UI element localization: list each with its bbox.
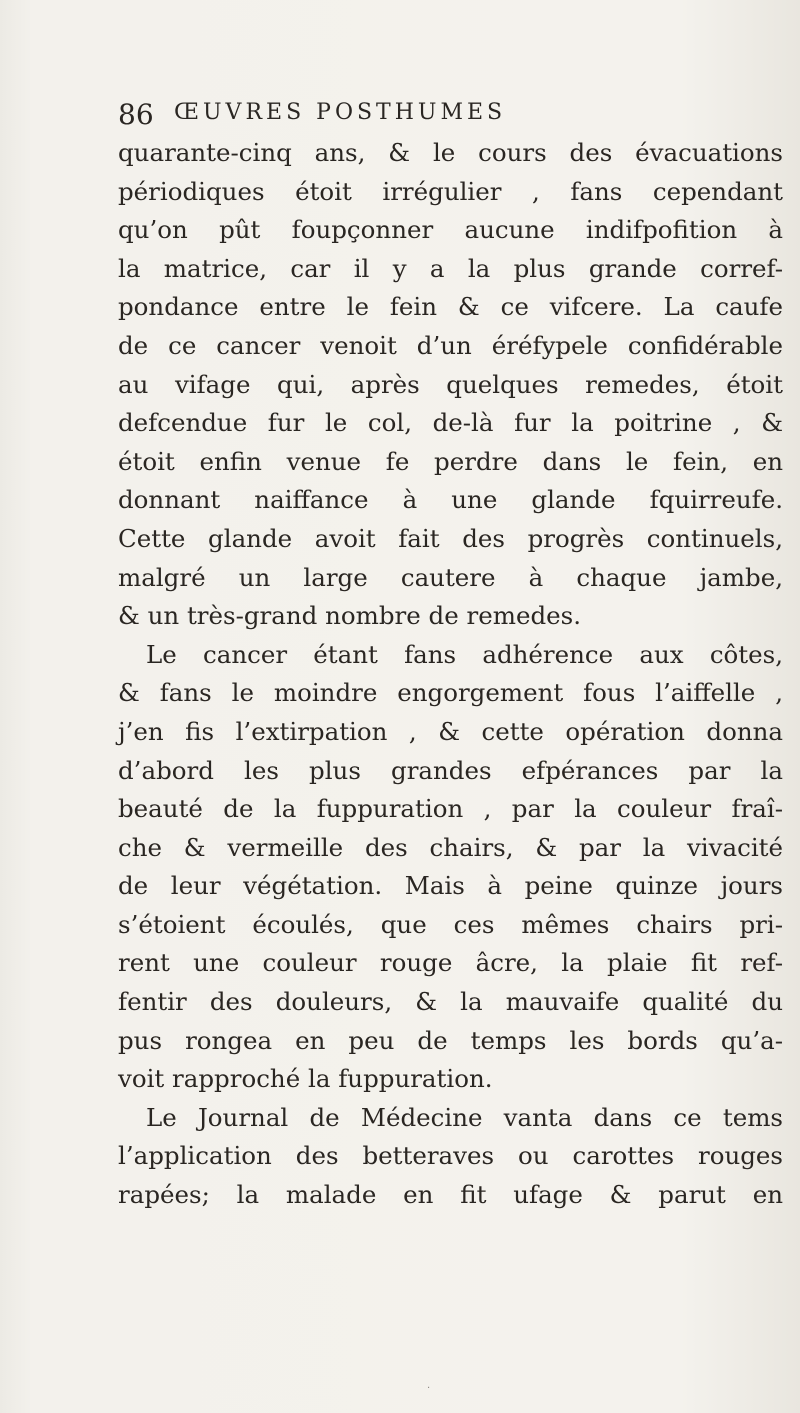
text-line: la matrice, car il y a la plus grande corref- bbox=[118, 253, 783, 283]
text-line: pus rongea en peu de temps les bords qu’a- bbox=[118, 1025, 783, 1055]
text-line: qu’on pût foupçonner aucune indifpofition à bbox=[118, 215, 783, 245]
text-line: j’en fis l’extirpation , & cette opération donna bbox=[118, 716, 783, 746]
text-line: s’étoient écoulés, que ces mêmes chairs pri- bbox=[118, 909, 783, 939]
text-line: che & vermeille des chairs, & par la vivacité bbox=[118, 832, 783, 862]
text-line: rapées; la malade en fit ufage & parut en bbox=[118, 1180, 783, 1210]
text-line: l’application des betteraves ou carottes rouges bbox=[118, 1141, 783, 1171]
text-line: de ce cancer venoit d’un éréfypele confidérable bbox=[118, 330, 783, 360]
text-line: beauté de la fuppuration , par la couleur fraî- bbox=[118, 794, 783, 824]
text-line: malgré un large cautere à chaque jambe, bbox=[118, 562, 783, 592]
body-text bbox=[118, 134, 783, 1215]
text-line: & un très-grand nombre de remedes. bbox=[118, 601, 581, 631]
page-header bbox=[118, 98, 738, 138]
text-line: d’abord les plus grandes efpérances par la bbox=[118, 755, 783, 785]
page-number: 86 bbox=[118, 98, 154, 131]
text-line: defcendue fur le col, de-là fur la poitrine , & bbox=[118, 408, 783, 438]
text-line: Cette glande avoit fait des progrès continuels, bbox=[118, 523, 783, 553]
text-line: pondance entre le fein & ce vifcere. La caufe bbox=[118, 292, 783, 322]
text-line: voit rapproché la fuppuration. bbox=[118, 1064, 493, 1094]
paragraph-start-line: Le cancer étant fans adhérence aux côtes, bbox=[146, 639, 783, 669]
text-line: de leur végétation. Mais à peine quinze jours bbox=[118, 871, 783, 901]
text-line: fentir des douleurs, & la mauvaife qualité du bbox=[118, 987, 783, 1017]
ink-speck: · bbox=[427, 1383, 431, 1394]
text-line: au vifage qui, après quelques remedes, étoit bbox=[118, 369, 783, 399]
running-head: ŒUVRES POSTHUMES bbox=[174, 100, 507, 125]
text-line: périodiques étoit irrégulier , fans cependant bbox=[118, 176, 783, 206]
text-line: rent une couleur rouge âcre, la plaie fit ref- bbox=[118, 948, 783, 978]
paragraph-start-line: Le Journal de Médecine vanta dans ce tems bbox=[146, 1102, 783, 1132]
text-line: & fans le moindre engorgement fous l’aiffelle , bbox=[118, 678, 783, 708]
text-line: donnant naiffance à une glande fquirreufe. bbox=[118, 485, 783, 515]
text-line: étoit enfin venue fe perdre dans le fein, en bbox=[118, 446, 783, 476]
text-line: quarante-cinq ans, & le cours des évacuations bbox=[118, 138, 783, 167]
